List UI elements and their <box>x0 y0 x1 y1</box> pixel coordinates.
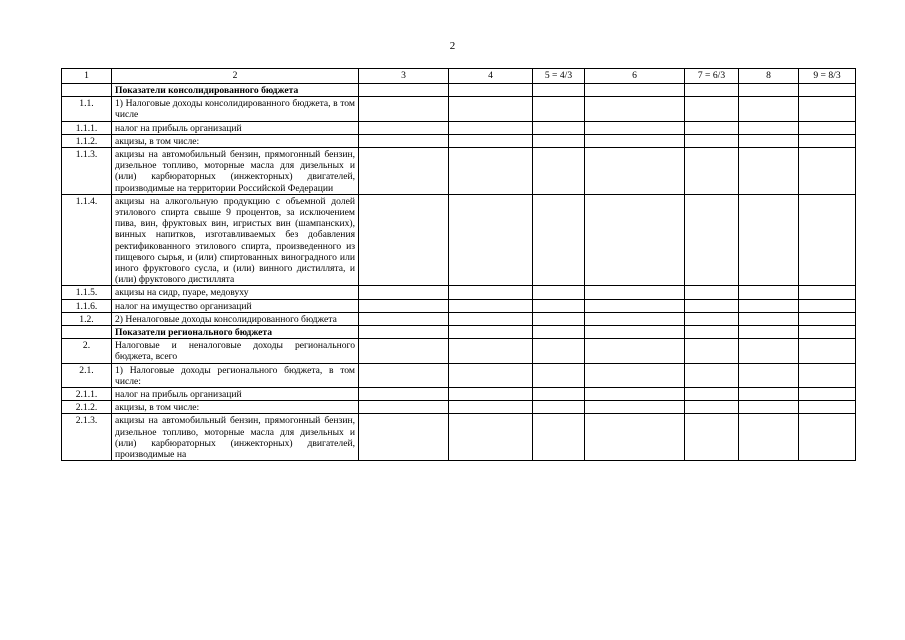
value-cell <box>685 194 739 286</box>
column-header: 6 <box>585 69 685 84</box>
value-cell <box>799 286 856 299</box>
value-cell <box>739 84 799 97</box>
indicator-name-cell: Налоговые и неналоговые доходы регионального бюджета, всего <box>112 339 359 363</box>
value-cell <box>359 363 449 387</box>
value-cell <box>533 194 585 286</box>
value-cell <box>449 97 533 121</box>
value-cell <box>799 97 856 121</box>
value-cell <box>533 148 585 195</box>
value-cell <box>359 388 449 401</box>
page-number: 2 <box>449 40 456 52</box>
table-row <box>62 339 856 363</box>
value-cell <box>585 388 685 401</box>
value-cell <box>799 339 856 363</box>
value-cell <box>739 339 799 363</box>
value-cell <box>739 401 799 414</box>
value-cell <box>585 121 685 134</box>
value-cell <box>685 84 739 97</box>
row-number-cell: 1.1.5. <box>62 286 112 299</box>
value-cell <box>359 286 449 299</box>
value-cell <box>359 97 449 121</box>
value-cell <box>449 148 533 195</box>
value-cell <box>739 134 799 147</box>
value-cell <box>585 194 685 286</box>
value-cell <box>533 401 585 414</box>
value-cell <box>359 134 449 147</box>
section-title-cell: Показатели регионального бюджета <box>112 326 359 339</box>
value-cell <box>739 286 799 299</box>
value-cell <box>685 299 739 312</box>
value-cell <box>739 363 799 387</box>
table-row <box>62 312 856 325</box>
table-row <box>62 299 856 312</box>
value-cell <box>739 388 799 401</box>
value-cell <box>533 121 585 134</box>
value-cell <box>585 312 685 325</box>
value-cell <box>533 97 585 121</box>
indicator-name-cell: налог на прибыль организаций <box>112 121 359 134</box>
value-cell <box>685 148 739 195</box>
value-cell <box>799 401 856 414</box>
value-cell <box>685 414 739 461</box>
value-cell <box>685 326 739 339</box>
row-number-cell: 1.1.2. <box>62 134 112 147</box>
row-number-cell <box>62 326 112 339</box>
value-cell <box>449 84 533 97</box>
value-cell <box>585 299 685 312</box>
value-cell <box>685 363 739 387</box>
value-cell <box>533 286 585 299</box>
value-cell <box>533 312 585 325</box>
row-number-cell <box>62 84 112 97</box>
column-header: 9 = 8/3 <box>799 69 856 84</box>
table-row <box>62 286 856 299</box>
value-cell <box>585 326 685 339</box>
value-cell <box>449 326 533 339</box>
table-row <box>62 121 856 134</box>
row-number-cell: 2. <box>62 339 112 363</box>
column-header: 5 = 4/3 <box>533 69 585 84</box>
column-header: 2 <box>112 69 359 84</box>
value-cell <box>449 339 533 363</box>
table-header-row <box>62 69 856 84</box>
value-cell <box>585 401 685 414</box>
value-cell <box>799 414 856 461</box>
value-cell <box>585 97 685 121</box>
value-cell <box>449 121 533 134</box>
row-number-cell: 1.1.6. <box>62 299 112 312</box>
indicator-name-cell: налог на прибыль организаций <box>112 388 359 401</box>
indicator-name-cell: акцизы на алкогольную продукцию с объемной долей этилового спирта свыше 9 процентов, за исключением пива, вин, фруктовых вин, игристых вин (шампанских), винных напитков, изготавливаемых без добавления ректификованного этилового спирта, произведенного из пищевого сырья, и (или) спиртованных виноградного или иного фруктового сусла, и (или) винного дистиллята, и (или) фруктового дистиллята <box>112 194 359 286</box>
row-number-cell: 1.1.1. <box>62 121 112 134</box>
section-heading-row <box>62 326 856 339</box>
value-cell <box>799 121 856 134</box>
budget-indicators-table <box>61 68 856 461</box>
value-cell <box>799 194 856 286</box>
section-title-cell: Показатели консолидированного бюджета <box>112 84 359 97</box>
value-cell <box>585 339 685 363</box>
value-cell <box>739 148 799 195</box>
value-cell <box>739 414 799 461</box>
value-cell <box>585 414 685 461</box>
value-cell <box>533 299 585 312</box>
value-cell <box>533 84 585 97</box>
table-row <box>62 194 856 286</box>
value-cell <box>685 121 739 134</box>
value-cell <box>739 97 799 121</box>
indicator-name-cell: 2) Неналоговые доходы консолидированного бюджета <box>112 312 359 325</box>
value-cell <box>739 299 799 312</box>
table-body <box>62 69 856 461</box>
value-cell <box>533 388 585 401</box>
value-cell <box>685 339 739 363</box>
column-header: 4 <box>449 69 533 84</box>
value-cell <box>585 148 685 195</box>
value-cell <box>449 312 533 325</box>
indicator-name-cell: акцизы на сидр, пуаре, медовуху <box>112 286 359 299</box>
value-cell <box>799 148 856 195</box>
table-row <box>62 148 856 195</box>
value-cell <box>359 312 449 325</box>
value-cell <box>585 134 685 147</box>
value-cell <box>359 194 449 286</box>
value-cell <box>585 363 685 387</box>
value-cell <box>799 299 856 312</box>
value-cell <box>359 121 449 134</box>
table-row <box>62 363 856 387</box>
row-number-cell: 1.1.4. <box>62 194 112 286</box>
value-cell <box>739 121 799 134</box>
value-cell <box>449 194 533 286</box>
indicator-name-cell: 1) Налоговые доходы консолидированного бюджета, в том числе <box>112 97 359 121</box>
value-cell <box>533 326 585 339</box>
value-cell <box>685 388 739 401</box>
value-cell <box>585 84 685 97</box>
row-number-cell: 1.1.3. <box>62 148 112 195</box>
value-cell <box>533 339 585 363</box>
value-cell <box>449 401 533 414</box>
value-cell <box>449 134 533 147</box>
row-number-cell: 2.1.2. <box>62 401 112 414</box>
column-header: 7 = 6/3 <box>685 69 739 84</box>
value-cell <box>685 312 739 325</box>
indicator-name-cell: налог на имущество организаций <box>112 299 359 312</box>
table-row <box>62 401 856 414</box>
value-cell <box>739 194 799 286</box>
value-cell <box>359 84 449 97</box>
table-row <box>62 414 856 461</box>
value-cell <box>585 286 685 299</box>
table-row <box>62 388 856 401</box>
value-cell <box>799 363 856 387</box>
value-cell <box>739 312 799 325</box>
value-cell <box>533 134 585 147</box>
value-cell <box>449 299 533 312</box>
value-cell <box>449 388 533 401</box>
value-cell <box>799 134 856 147</box>
value-cell <box>799 326 856 339</box>
value-cell <box>359 414 449 461</box>
value-cell <box>799 312 856 325</box>
value-cell <box>449 363 533 387</box>
row-number-cell: 2.1. <box>62 363 112 387</box>
indicator-name-cell: акцизы, в том числе: <box>112 134 359 147</box>
table-row <box>62 134 856 147</box>
value-cell <box>799 84 856 97</box>
column-header: 1 <box>62 69 112 84</box>
column-header: 8 <box>739 69 799 84</box>
value-cell <box>533 363 585 387</box>
value-cell <box>685 286 739 299</box>
value-cell <box>685 97 739 121</box>
indicator-name-cell: акцизы, в том числе: <box>112 401 359 414</box>
row-number-cell: 1.1. <box>62 97 112 121</box>
value-cell <box>359 148 449 195</box>
value-cell <box>799 388 856 401</box>
value-cell <box>359 299 449 312</box>
value-cell <box>685 134 739 147</box>
value-cell <box>359 339 449 363</box>
value-cell <box>533 414 585 461</box>
column-header: 3 <box>359 69 449 84</box>
row-number-cell: 1.2. <box>62 312 112 325</box>
value-cell <box>359 326 449 339</box>
value-cell <box>449 286 533 299</box>
table-row <box>62 97 856 121</box>
row-number-cell: 2.1.3. <box>62 414 112 461</box>
value-cell <box>359 401 449 414</box>
row-number-cell: 2.1.1. <box>62 388 112 401</box>
section-heading-row <box>62 84 856 97</box>
value-cell <box>449 414 533 461</box>
value-cell <box>685 401 739 414</box>
indicator-name-cell: акцизы на автомобильный бензин, прямогонный бензин, дизельное топливо, моторные масла для дизельных и (или) карбюраторных (инжекторных) двигателей, производимые на территории Российской Федерации <box>112 148 359 195</box>
indicator-name-cell: акцизы на автомобильный бензин, прямогонный бензин, дизельное топливо, моторные масла для дизельных и (или) карбюраторных (инжекторных) двигателей, производимые на <box>112 414 359 461</box>
indicator-name-cell: 1) Налоговые доходы регионального бюджета, в том числе: <box>112 363 359 387</box>
value-cell <box>739 326 799 339</box>
